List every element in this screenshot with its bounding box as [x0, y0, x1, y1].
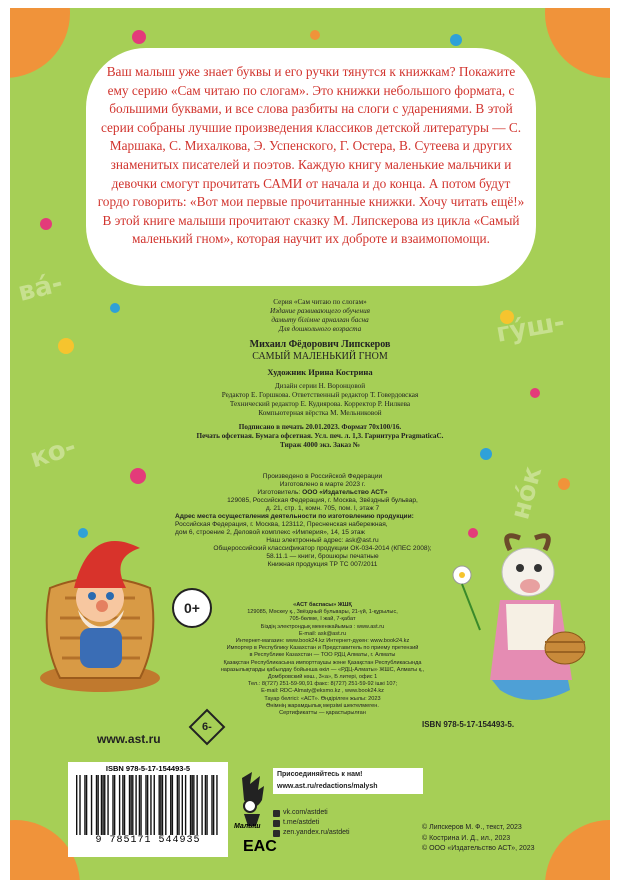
corner-circle — [545, 820, 610, 880]
signed-line: Подписано в печать 20.01.2023. Формат 70х100/16. — [238, 423, 402, 431]
imprint-block — [180, 298, 460, 450]
age-value: 6- — [202, 721, 212, 733]
syllable-decoration: но́к — [505, 463, 549, 523]
kz-line: Қазақстан Республикасына импорттаушы және Қазақстан Республикасында — [223, 659, 422, 666]
kz-line: Өнімнің жарамдылық мерзімі шектелмеген. — [266, 702, 379, 709]
kz-line: Тауар белгісі: «АСТ». Өндірілген жылы: 2023 — [264, 695, 381, 702]
isbn-barcode — [68, 762, 228, 857]
kz-line: E-mail: ask@ast.ru — [298, 630, 347, 637]
syllable-decoration: гу́ш- — [493, 307, 568, 349]
made-in: Произведено в Российской Федерации — [262, 473, 383, 480]
made-date: Изготовлено в марте 2023 г. — [279, 481, 366, 488]
tr-line: Книжная продукция ТР ТС 007/2011 — [267, 561, 378, 568]
corner-circle — [10, 8, 70, 78]
syllable-decoration: ко- — [26, 431, 80, 475]
website-link[interactable]: www.ast.ru — [97, 732, 161, 746]
eac-mark: EAC — [243, 838, 277, 855]
email-line: Наш электронный адрес: ask@ast.ru — [266, 537, 379, 544]
copyright-line: © Кострина И. Д., ил., 2023 — [422, 834, 511, 842]
malysh-logo-icon — [238, 770, 268, 830]
author-name: Михаил Фёдорович Липскеров — [249, 339, 391, 350]
kz-line: Домбровский көш., 3«а», Б литері, офис 1 — [267, 674, 378, 681]
maker-name: ООО «Издательство АСТ» — [302, 489, 388, 496]
kz-line: Импортер в Республику Казахстан и Представитель по приему претензий — [226, 645, 419, 652]
goat-illustration — [440, 530, 600, 710]
kz-heading: «АСТ баспасы» ЖШҚ — [293, 602, 352, 608]
confetti-dot — [132, 30, 146, 44]
maker-address: 129085, Российская Федерация, г. Москва, Звёздный бульвар, — [227, 497, 418, 504]
design-credit: Дизайн серии Н. Воронцовой — [274, 382, 366, 390]
activity-address: Российская Федерация, г. Москва, 123112, Пресненская набережная, — [175, 521, 388, 528]
layout-credit: Компьютерная вёрстка М. Мельниковой — [258, 409, 382, 417]
confetti-dot — [310, 30, 320, 40]
social-link-zen[interactable]: zen.yandex.ru/astdeti — [273, 828, 350, 838]
intro-text: Ваш малыш уже знает буквы и его ручки тянутся к книжкам? Покажите ему серию «Сам читаю по слогам». Это книжки небольшого формата, с большими буквами, и все слова разбиты на слоги с ударениями. В этой серии собраны лучшие произведения классиков детской литературы — С. Маршака, С. Михалкова, Э. Успенского, Г. Остера, В. Сутеева и других знаменитых писателей и поэтов. Каждую книгу маленькие мальчики и девочки смогут прочитать САМИ от начала и до конца. А потом будут гордо говорить: «Вот мои первые прочитанные книжки. Хочу читать ещё!» В этой книге малыши прочитают сказку М. Липскерова из цикла «Самый маленький гном», которая научит их доброте и взаимопомощи. — [97, 64, 525, 247]
maker-address: д. 21, стр. 1, комн. 705, пом. I, этаж 7 — [265, 505, 380, 512]
activity-address: дом 6, строение 2, Деловой комплекс «Империя», 14, 15 этаж — [175, 529, 365, 536]
join-link[interactable]: www.ast.ru/redactions/malysh — [277, 783, 378, 790]
social-links — [273, 808, 350, 838]
barcode-digits: 9 785171 544935 — [95, 835, 201, 846]
maker-label: Изготовитель: — [257, 489, 301, 496]
edition-line-kz: дамыту білімне арналған басна — [271, 316, 369, 324]
kz-line: E-mail: RDC-Almaty@eksmo.kz , www.book24.kz — [261, 688, 384, 695]
illustrator: Художник Ирина Кострина — [267, 367, 373, 377]
activity-heading: Адрес места осуществления деятельности по изготовлению продукции: — [175, 513, 414, 520]
kz-line: Біздің электрондық мекенжайымыз : www.ast.ru — [260, 623, 385, 630]
okp-line: Общероссийский классификатор продукции ОК-034-2014 (КПЕС 2008); — [213, 545, 432, 552]
copyright-line: © ООО «Издательство АСТ», 2023 — [422, 845, 535, 852]
join-box — [273, 768, 423, 794]
zen-icon — [273, 830, 280, 837]
telegram-icon — [273, 820, 280, 827]
kz-line: 129085, Мәскеу қ., Звёздный бульвары, 21-үй, 1-құрылыс, — [247, 609, 398, 616]
copyright-block — [422, 823, 535, 855]
run-line: Тираж 4000 экз. Заказ № — [279, 441, 361, 449]
barcode-bars — [74, 775, 222, 835]
age-rating-badge: 0+ — [172, 588, 212, 628]
confetti-dot — [110, 303, 120, 313]
kz-line: наразылықтарды қабылдау бойынша өкіл — «РДЦ-Алматы» ЖШС, Алматы қ., — [220, 666, 425, 673]
join-heading: Присоединяйтесь к нам! — [277, 771, 363, 778]
confetti-dot — [530, 388, 540, 398]
back-cover — [10, 8, 610, 880]
series-line: Серия «Сам читаю по слогам» — [273, 298, 367, 306]
kz-line: Интернет-магазин: www.book24.kz Интернет-дүкен: www.book24.kz — [235, 638, 410, 645]
kz-line: 705-бөлме, I жай, 7-қабат — [289, 616, 356, 623]
kz-line: Сертификатты — қарастырылған — [279, 710, 366, 717]
production-info — [175, 473, 470, 569]
book-title: САМЫЙ МАЛЕНЬКИЙ ГНОМ — [252, 351, 388, 362]
social-link-vk[interactable]: vk.com/astdeti — [273, 808, 350, 818]
kz-line: Тел.: 8(727) 251-59-90,91 факс: 8(727) 251-59-92 ішкі 107; — [247, 681, 398, 688]
age-note: Для дошкольного возраста — [278, 325, 362, 333]
print-line: Печать офсетная. Бумага офсетная. Усл. печ. л. 1,3. Гарнитура PragmaticaC. — [196, 432, 444, 440]
confetti-dot — [58, 338, 74, 354]
okp-line: 58.11.1 — книги, брошюры печатные — [266, 553, 379, 560]
confetti-dot — [558, 478, 570, 490]
syllable-decoration: ва́- — [15, 268, 66, 308]
editors-credit: Редактор Е. Горшкова. Ответственный редактор Т. Говердовская — [221, 391, 419, 399]
edition-line: Издание развивающего обучения — [269, 307, 371, 315]
barcode-isbn: ISBN 978-5-17-154493-5 — [105, 764, 191, 773]
vk-icon — [273, 810, 280, 817]
confetti-dot — [480, 448, 492, 460]
confetti-dot — [450, 34, 462, 46]
social-link-telegram[interactable]: t.me/astdeti — [273, 818, 350, 828]
confetti-dot — [40, 218, 52, 230]
gnome-illustration — [30, 528, 180, 698]
isbn-text: ISBN 978-5-17-154493-5. — [422, 720, 515, 729]
corner-circle — [545, 8, 610, 78]
tech-credit: Технический редактор Е. Кудиярова. Корректор Р. Нилкева — [229, 400, 411, 408]
confetti-dot — [130, 468, 146, 484]
kz-info — [215, 602, 430, 717]
copyright-line: © Липскеров М. Ф., текст, 2023 — [422, 824, 522, 831]
publisher-logo-text: Малыш — [234, 823, 261, 830]
kz-line: в Республике Казахстан — ТОО РДЦ Алматы, г. Алматы — [249, 652, 396, 659]
